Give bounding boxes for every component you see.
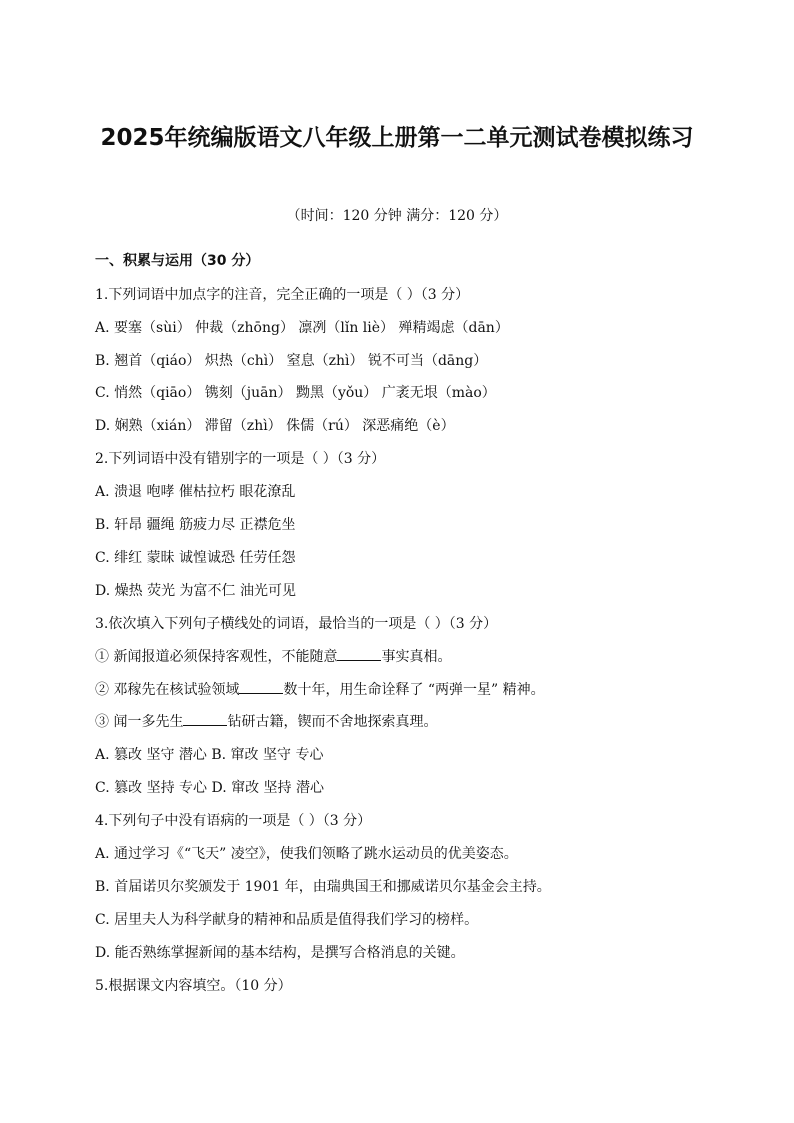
sentence-text: ③ 闻一多先生 [95, 714, 184, 730]
question-1-option-b: B. 翘首（qiáo） 炽热（chì） 窒息（zhì） 锐不可当（dāng） [95, 353, 488, 369]
sentence-text: 钻研古籍，锲而不舍地探索真理。 [227, 714, 438, 730]
sentence-text: 事实真相。 [381, 649, 452, 665]
question-1-stem: 1.下列词语中加点字的注音，完全正确的一项是（ ）（3 分） [95, 287, 470, 303]
question-1-option-a: A. 要塞（sùi） 仲裁（zhōng） 凛冽（lǐn liè） 殚精竭虑（dān） [95, 320, 509, 336]
section-heading: 一、积累与运用（30 分） [95, 253, 260, 269]
question-4-option-d: D. 能否熟练掌握新闻的基本结构，是撰写合格消息的关键。 [95, 945, 465, 961]
question-3-sentence-2 [95, 679, 715, 701]
question-2-option-c: C. 绯红 蒙昧 诚惶诚恐 任劳任怨 [95, 550, 296, 566]
question-2-stem: 2.下列词语中没有错别字的一项是（ ）（3 分） [95, 451, 386, 467]
question-3-sentence-3 [95, 711, 715, 733]
question-4-option-a: A. 通过学习《“飞天” 凌空》，使我们领略了跳水运动员的优美姿态。 [95, 846, 518, 862]
exam-info: （时间：120 分钟 满分：120 分） [286, 208, 508, 224]
question-1-option-c: C. 悄然（qiāo） 镌刻（juān） 黝黑（yǒu） 广袤无垠（mào） [95, 385, 496, 401]
question-3-stem: 3.依次填入下列句子横线处的词语，最恰当的一项是（ ）（3 分） [95, 616, 498, 632]
sentence-text: ② 邓稼先在核试验领域 [95, 682, 240, 698]
question-4-option-c: C. 居里夫人为科学献身的精神和品质是值得我们学习的榜样。 [95, 912, 479, 928]
question-2-option-a: A. 溃退 咆哮 催枯拉朽 眼花潦乱 [95, 484, 296, 500]
question-2-option-b: B. 轩昂 疆绳 筋疲力尽 正襟危坐 [95, 517, 296, 533]
answer-blank [183, 711, 227, 726]
question-3-sentence-1 [95, 646, 715, 668]
sentence-text: 数十年，用生命诠释了 “两弹一星” 精神。 [283, 682, 545, 698]
question-5-stem: 5.根据课文内容填空。（10 分） [95, 978, 292, 994]
sentence-text: ① 新闻报道必须保持客观性，不能随意 [95, 649, 338, 665]
question-2-option-d: D. 燥热 荧光 为富不仁 油光可见 [95, 583, 296, 599]
answer-blank [239, 679, 283, 694]
question-1-option-d: D. 娴熟（xián） 滞留（zhì） 侏儒（rú） 深恶痛绝（è） [95, 418, 455, 434]
page-title: 2025年统编版语文八年级上册第一二单元测试卷模拟练习 [100, 125, 694, 151]
question-4-option-b: B. 首届诺贝尔奖颁发于 1901 年，由瑞典国王和挪威诺贝尔基金会主持。 [95, 879, 551, 895]
question-3-options-ab: A. 篡改 坚守 潜心 B. 窜改 坚守 专心 [95, 747, 324, 763]
answer-blank [337, 646, 381, 661]
question-3-options-cd: C. 篡改 坚持 专心 D. 窜改 坚持 潜心 [95, 780, 324, 796]
question-4-stem: 4.下列句子中没有语病的一项是（ ）（3 分） [95, 813, 372, 829]
